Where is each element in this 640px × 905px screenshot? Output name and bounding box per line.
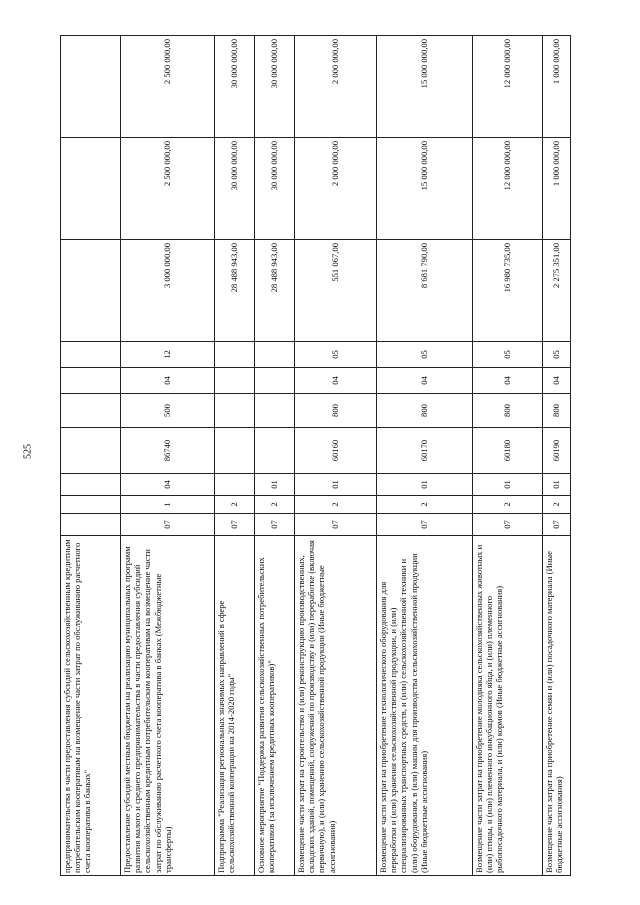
cell-c6	[215, 368, 255, 394]
cell-v3: 12 000 000,00	[473, 36, 543, 138]
cell-v2: 15 000 000,00	[377, 138, 473, 240]
cell-c3: 01	[295, 474, 377, 496]
cell-v1: 28 488 943,00	[215, 240, 255, 342]
budget-table	[60, 35, 571, 876]
table-row	[377, 36, 473, 876]
cell-c4: 60180	[473, 428, 543, 474]
cell-v3: 15 000 000,00	[377, 36, 473, 138]
cell-c1: 07	[473, 514, 543, 536]
table-row	[215, 36, 255, 876]
cell-c1: 07	[255, 514, 295, 536]
cell-c4	[61, 428, 121, 474]
cell-v3: 1 000 000,00	[543, 36, 571, 138]
cell-c7	[215, 342, 255, 368]
cell-c5: 800	[543, 394, 571, 428]
table-row	[295, 36, 377, 876]
cell-name: предпринимательства в части предоставления субсидий сельскохозяйственным кредитным потребительским кооперативам на возмещение части затрат по обслуживанию расчетного счета кооператива в банках"	[61, 536, 121, 876]
cell-c2: 1	[121, 496, 215, 514]
cell-c4: 60190	[543, 428, 571, 474]
cell-c2: 2	[215, 496, 255, 514]
cell-c4	[255, 428, 295, 474]
cell-name: Предоставление субсидий местным бюджетам на реализацию муниципальных программ развития малого и среднего предпринимательства в части предоставления субсидий сельскохозяйственным кредитным потребительским кооперативам на возмещение части затрат по обслуживанию расчетного счета кооператива в банках (Межбюджетные трансферты)	[121, 536, 215, 876]
cell-c2: 2	[295, 496, 377, 514]
cell-c5	[215, 394, 255, 428]
cell-c3: 04	[121, 474, 215, 496]
table-row	[473, 36, 543, 876]
cell-c3: 01	[543, 474, 571, 496]
cell-c5: 800	[295, 394, 377, 428]
cell-c4	[215, 428, 255, 474]
cell-c6: 04	[543, 368, 571, 394]
cell-name: Возмещение части затрат на приобретение технологического оборудования для переработки и (или) хранения сельскохозяйственной продукции, и (или) специализированных транспортных средств, и (или) сельскохозяйственной техники и (или) оборудования, в (или) машин для производства сельскохозяйственной продукции (Иные бюджетные ассигнования)	[377, 536, 473, 876]
cell-c3: 01	[377, 474, 473, 496]
cell-v1: 16 980 735,00	[473, 240, 543, 342]
table-row	[543, 36, 571, 876]
cell-c2: 2	[377, 496, 473, 514]
cell-c6: 04	[377, 368, 473, 394]
cell-v2: 1 000 000,00	[543, 138, 571, 240]
cell-c6: 04	[295, 368, 377, 394]
cell-c5: 500	[121, 394, 215, 428]
cell-v2: 12 000 000,00	[473, 138, 543, 240]
cell-c7: 05	[295, 342, 377, 368]
cell-c2: 2	[473, 496, 543, 514]
cell-c7	[61, 342, 121, 368]
cell-v1: 3 000 000,00	[121, 240, 215, 342]
cell-c2	[61, 496, 121, 514]
cell-v3: 2 000 000,00	[295, 36, 377, 138]
cell-c1: 07	[121, 514, 215, 536]
cell-c5: 800	[377, 394, 473, 428]
cell-c1: 07	[543, 514, 571, 536]
cell-c1: 07	[215, 514, 255, 536]
table-row	[255, 36, 295, 876]
cell-v3: 2 500 000,00	[121, 36, 215, 138]
cell-v2	[61, 138, 121, 240]
cell-c3	[215, 474, 255, 496]
cell-c3: 01	[473, 474, 543, 496]
cell-name: Основное мероприятие "Поддержка развития сельскохозяйственных потребительских кооперативов (за исключением кредитных кооперативов)"	[255, 536, 295, 876]
cell-c7	[255, 342, 295, 368]
cell-c3	[61, 474, 121, 496]
cell-v3	[61, 36, 121, 138]
cell-c7: 05	[473, 342, 543, 368]
cell-c7: 05	[543, 342, 571, 368]
table-row	[61, 36, 121, 876]
cell-c4: 60170	[377, 428, 473, 474]
cell-c5	[61, 394, 121, 428]
cell-c6	[255, 368, 295, 394]
cell-c6: 04	[473, 368, 543, 394]
cell-name: Возмещение части затрат на строительство и (или) реконструкцию производственных, складских зданий, помещений, сооружений по производству и (или) переработке (включая первичную), и (или) хранению сельскохозяйственной продукции (Иные бюджетные ассигнования)	[295, 536, 377, 876]
cell-v3: 30 000 000,00	[255, 36, 295, 138]
cell-v1: 2 275 351,00	[543, 240, 571, 342]
cell-c1: 07	[295, 514, 377, 536]
table-body	[61, 36, 571, 876]
cell-v2: 30 000 000,00	[215, 138, 255, 240]
cell-v1	[61, 240, 121, 342]
cell-v1: 28 488 943,00	[255, 240, 295, 342]
cell-c5	[255, 394, 295, 428]
cell-c4: 86740	[121, 428, 215, 474]
page-number: 525	[22, 444, 34, 459]
cell-name: Возмещение части затрат на приобретение семян и (или) посадочного материала (Иные бюджетные ассигнования)	[543, 536, 571, 876]
cell-c3: 01	[255, 474, 295, 496]
cell-c7: 12	[121, 342, 215, 368]
cell-v2: 30 000 000,00	[255, 138, 295, 240]
cell-c2: 2	[543, 496, 571, 514]
table-row	[121, 36, 215, 876]
cell-c7: 05	[377, 342, 473, 368]
cell-v2: 2 000 000,00	[295, 138, 377, 240]
cell-c1: 07	[377, 514, 473, 536]
cell-v3: 30 000 000,00	[215, 36, 255, 138]
cell-c6: 04	[121, 368, 215, 394]
cell-name: Подпрограмма "Реализация региональных значимых направлений в сфере сельскохозяйственной кооперации на 2014-2020 годы"	[215, 536, 255, 876]
cell-v1: 8 681 790,00	[377, 240, 473, 342]
cell-v1: 551 067,00	[295, 240, 377, 342]
cell-name: Возмещение части затрат на приобретение молодняка сельскохозяйственных животных и (или) птицы, и (или) племенного инкубационного яйца, и (или) племенного рыбопосадочного материала, и (или) кормов (Иные бюджетные ассигнования)	[473, 536, 543, 876]
cell-c1	[61, 514, 121, 536]
rotated-table-container	[60, 36, 568, 876]
cell-c2: 2	[255, 496, 295, 514]
cell-c6	[61, 368, 121, 394]
cell-v2: 2 500 000,00	[121, 138, 215, 240]
cell-c5: 800	[473, 394, 543, 428]
cell-c4: 60160	[295, 428, 377, 474]
